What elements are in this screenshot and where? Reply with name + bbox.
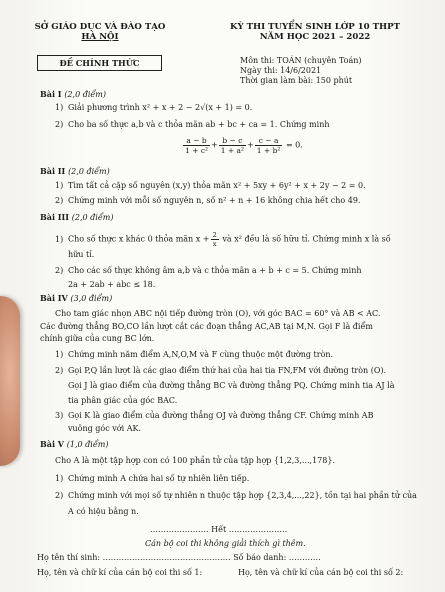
problem-3-question-1-cont: hữu tỉ. xyxy=(68,250,95,259)
supervisor-note: Cán bộ coi thi không giải thích gì thêm. xyxy=(145,539,306,548)
problem-4-question-2-line-2: Gọi J là giao điểm của đường thẳng BC và đường thẳng PQ. Chứng minh tia AJ là xyxy=(68,381,395,390)
problem-3-question-2: 2) Cho các số thực không âm a,b và c thỏa mãn a + b + c = 5. Chứng minh xyxy=(55,266,362,275)
exam-title: KỲ THI TUYỂN SINH LỚP 10 THPT xyxy=(229,22,401,32)
school-year: NĂM HỌC 2021 – 2022 xyxy=(259,32,371,42)
problem-5-heading: Bài V (1,0 điểm) xyxy=(40,439,109,449)
problem-3-heading: Bài III (2,0 điểm) xyxy=(40,212,114,222)
problem-1-question-1: 1) Giải phương trình x² + x + 2 − 2√(x + 1) = 0. xyxy=(55,103,253,112)
problem-1-question-2: 2) Cho ba số thực a,b và c thỏa mãn ab + bc + ca = 1. Chứng minh xyxy=(55,120,330,129)
problem-4-question-1: 1) Chứng minh năm điểm A,N,O,M và F cùng thuộc một đường tròn. xyxy=(55,350,334,359)
problem-4-intro-2: Các đường thẳng BO,CO lần lượt cắt các đoạn thẳng AC,AB tại M,N. Gọi F là điểm xyxy=(40,322,373,331)
problem-4-question-2-line-3: tia phân giác của góc BAC. xyxy=(68,396,178,405)
exam-date: Ngày thi: 14/6/2021 xyxy=(240,66,322,75)
problem-4-intro-1: Cho tam giác nhọn ABC nội tiếp đường tròn (O), với góc BAC = 60° và AB < AC. xyxy=(55,309,381,318)
end-marker: …………………. Hết …………………. xyxy=(150,525,288,534)
problem-2-question-2: 2) Chứng minh với mỗi số nguyên n, số n² + n + 16 không chia hết cho 49. xyxy=(55,196,361,205)
holding-thumb xyxy=(0,296,20,466)
problem-4-intro-3: chính giữa của cung BC lớn. xyxy=(40,334,155,343)
supervisor-1-signature: Họ, tên và chữ kí của cán bộ coi thi số 1: xyxy=(37,568,203,577)
problem-1-identity: $\frac{a - b}{\text{1 + c²}}$ + $\frac{b - c}{\text{1 + a²}}$ + $\frac{c - a}{\text{1 + b²}}$ = 0. xyxy=(185,136,303,155)
problem-4-question-2: 2) Gọi P,Q lần lượt là các giao điểm thứ hai của hai tia FN,FM với đường tròn (O). xyxy=(55,366,387,375)
problem-4-question-3: 3) Gọi K là giao điểm của đường thẳng OJ và đường thẳng CF. Chứng minh AB xyxy=(55,411,374,420)
problem-4-heading: Bài IV (3,0 điểm) xyxy=(40,293,113,303)
problem-1-heading: Bài I (2,0 điểm) xyxy=(40,89,107,99)
problem-2-question-1: 1) Tìm tất cả cặp số nguyên (x,y) thỏa mãn x² + 5xy + 6y² + x + 2y − 2 = 0. xyxy=(55,181,366,190)
supervisor-2-signature: Họ, tên và chữ kí của cán bộ coi thi số 2: xyxy=(238,568,404,577)
subject: Môn thi: TOÁN (chuyên Toán) xyxy=(240,56,362,65)
problem-3-question-1: 1) Cho số thực x khác 0 thỏa mãn x + $\frac{2}{x}$ và x² đều là số hữu tỉ. Chứng minh x là số xyxy=(55,231,391,248)
problem-3-question-2-cont: 2a + 2ab + abc ≤ 18. xyxy=(68,280,156,289)
problem-4-question-3-cont: vuông góc với AK. xyxy=(68,424,141,433)
candidate-name-line: Họ tên thí sinh: ………………………………………… Số báo danh: ………… xyxy=(37,553,321,562)
exam-duration: Thời gian làm bài: 150 phút xyxy=(240,76,353,85)
problem-5-question-2: 2) Chứng minh với mọi số tự nhiên n thuộc tập hợp {2,3,4,...,22}, tồn tại hai phần tử của xyxy=(55,491,417,500)
problem-2-heading: Bài II (2,0 điểm) xyxy=(40,166,110,176)
city-name: HÀ NỘI xyxy=(81,32,119,42)
problem-5-intro: Cho A là một tập hợp con có 100 phần tử của tập hợp {1,2,3,...,178}. xyxy=(55,456,335,465)
problem-5-question-1: 1) Chứng minh A chứa hai số tự nhiên liên tiếp. xyxy=(55,474,250,483)
official-exam-badge: ĐỀ CHÍNH THỨC xyxy=(37,55,162,71)
ministry-name: SỞ GIÁO DỤC VÀ ĐÀO TẠO xyxy=(34,22,166,32)
problem-5-question-2-cont: A có hiệu bằng n. xyxy=(68,507,139,516)
